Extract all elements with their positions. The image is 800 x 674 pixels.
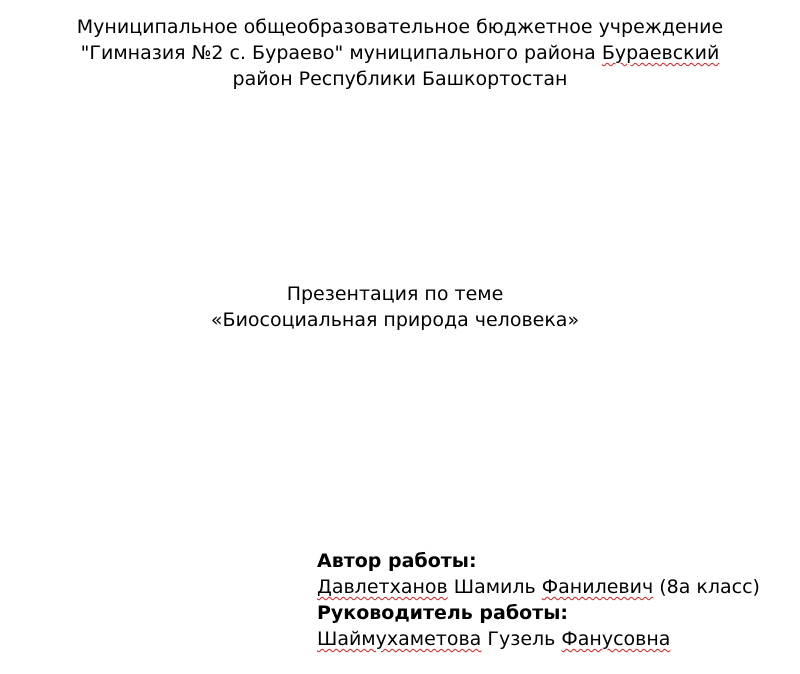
author-surname[interactable]: Давлетханов — [317, 576, 448, 598]
author-info — [317, 548, 797, 652]
supervisor-surname[interactable]: Шаймухаметова — [317, 628, 482, 650]
supervisor-given-name: Гузель — [487, 628, 556, 650]
institution-line-3: район Республики Башкортостан — [232, 68, 568, 90]
title-line-2: «Биосоциальная природа человека» — [210, 309, 580, 331]
author-name — [317, 574, 797, 600]
presentation-title — [0, 281, 790, 333]
institution-line-1: Муниципальное общеобразовательное бюджетное учреждение — [76, 16, 724, 38]
author-class: (8а класс) — [659, 576, 760, 598]
institution-header — [0, 14, 800, 92]
author-given-name: Шамиль — [453, 576, 536, 598]
title-line-1: Презентация по теме — [286, 283, 504, 305]
supervisor-patronymic[interactable]: Фанусовна — [561, 628, 671, 650]
institution-line-2-text: "Гимназия №2 с. Бураево" муниципального района — [80, 42, 602, 64]
misspelled-word[interactable]: Бураевский — [601, 42, 720, 64]
institution-line-2 — [0, 40, 800, 66]
supervisor-label: Руководитель работы: — [317, 602, 568, 624]
author-patronymic[interactable]: Фанилевич — [541, 576, 654, 598]
supervisor-name — [317, 626, 797, 652]
author-label: Автор работы: — [317, 550, 477, 572]
